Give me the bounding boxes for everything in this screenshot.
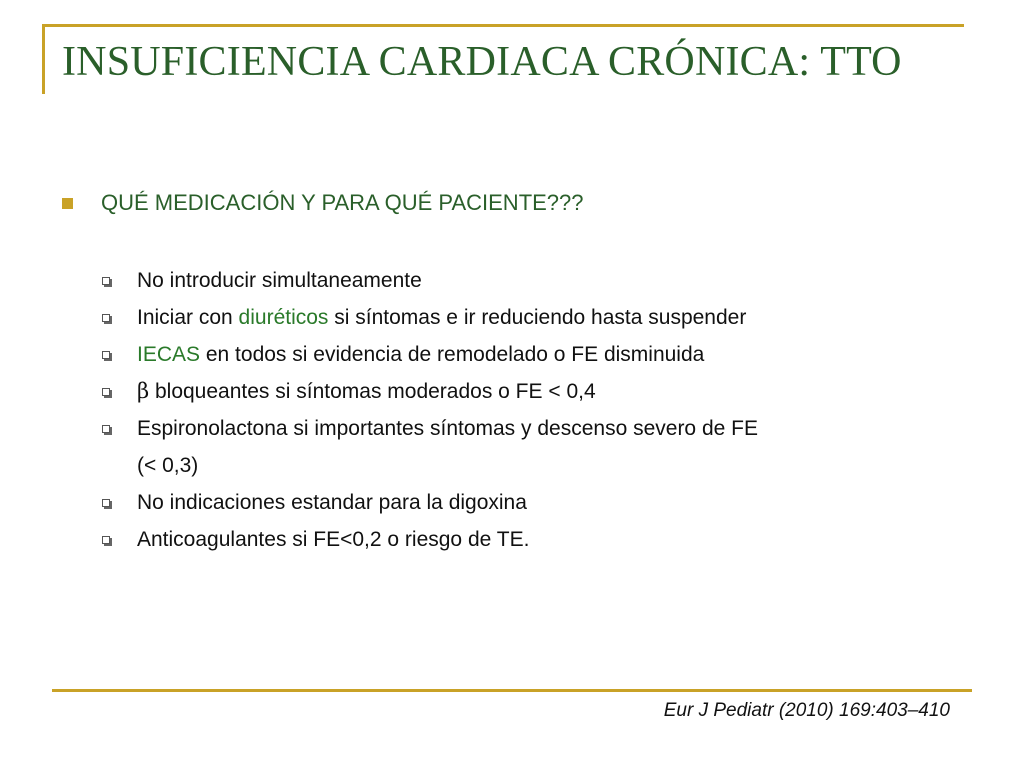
list-item (100, 336, 758, 373)
checkbox-bullet-icon (102, 499, 110, 507)
list-item-text: Anticoagulantes si FE<0,2 o riesgo de TE. (137, 528, 530, 551)
slide-title: INSUFICIENCIA CARDIACA CRÓNICA: TTO (62, 39, 902, 85)
list-item-text-suffix: en todos si evidencia de remodelado o FE disminuida (200, 343, 705, 366)
list-item (100, 521, 758, 558)
list-item (100, 262, 758, 299)
list-item (100, 484, 758, 521)
checkbox-bullet-icon (102, 536, 110, 544)
list-item-text: No introducir simultaneamente (137, 269, 422, 292)
highlight-diureticos: diuréticos (238, 306, 329, 329)
sub-bullet-list (100, 262, 758, 558)
beta-symbol: β (137, 379, 150, 403)
list-item-text-suffix: si síntomas e ir reduciendo hasta suspender (328, 306, 747, 329)
list-item (100, 299, 758, 336)
main-bullet-item (62, 190, 584, 216)
checkbox-bullet-icon (102, 425, 110, 433)
list-item (100, 410, 758, 447)
list-item-text: (< 0,3) (137, 454, 199, 477)
list-item (100, 373, 758, 410)
checkbox-bullet-icon (102, 388, 110, 396)
bottom-divider-line (52, 689, 972, 692)
list-item-text: bloqueantes si síntomas moderados o FE < 0,4 (149, 380, 596, 403)
left-accent-line (42, 24, 45, 94)
main-bullet-text: QUÉ MEDICACIÓN Y PARA QUÉ PACIENTE??? (101, 190, 584, 215)
top-divider-line (42, 24, 964, 27)
list-item-text-prefix: Iniciar con (137, 306, 239, 329)
highlight-iecas: IECAS (137, 343, 201, 366)
checkbox-bullet-icon (102, 351, 110, 359)
checkbox-bullet-icon (102, 277, 110, 285)
checkbox-bullet-icon (102, 314, 110, 322)
list-item-text: No indicaciones estandar para la digoxina (137, 491, 527, 514)
list-item-text: Espironolactona si importantes síntomas y descenso severo de FE (137, 417, 758, 440)
list-item-continuation (100, 447, 758, 484)
square-bullet-icon (62, 198, 73, 209)
citation: Eur J Pediatr (2010) 169:403–410 (663, 700, 950, 721)
